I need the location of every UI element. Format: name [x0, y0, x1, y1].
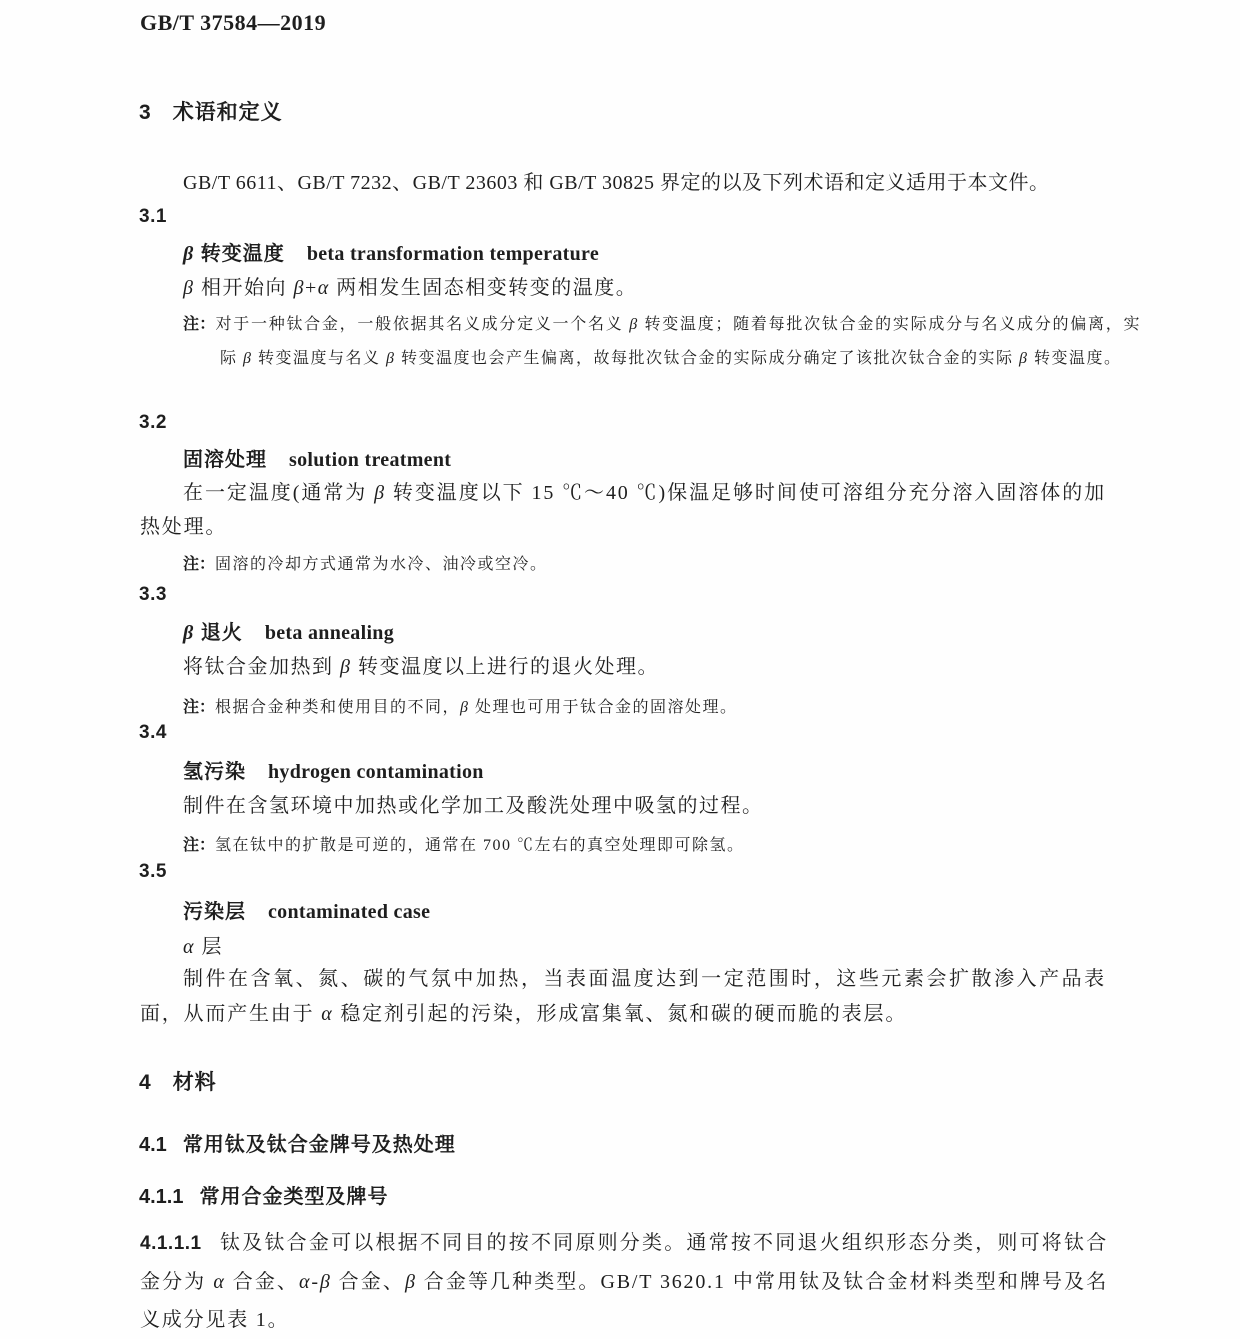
term-3-4-title-zh: 氢污染 — [183, 761, 246, 783]
term-3-5-title — [183, 895, 430, 924]
clause-4-heading — [139, 1066, 217, 1096]
clause-4-title: 材料 — [172, 1071, 217, 1094]
term-3-2-definition: 在一定温度(通常为 β 转变温度以下 15 ℃～40 ℃)保温足够时间使可溶组分充分溶入固溶体的加热处理。 — [140, 482, 1106, 538]
term-3-1-note-text: 对于一种钛合金，一般依据其名义成分定义一个名义 β 转变温度；随着每批次钛合金的实际成分与名义成分的偏离，实际 β 转变温度与名义 β 转变温度也会产生偏离，故每批次钛合金的实际成分确定了该批次钛合金的实际 β 转变温度。 — [215, 316, 1141, 367]
term-3-3-title-zh: β 退火 — [183, 622, 243, 644]
clause-4-1-1-title: 常用合金类型及牌号 — [199, 1186, 389, 1208]
term-3-3-note — [183, 691, 1141, 725]
clause-3-heading — [139, 96, 283, 126]
clause-4-1-1-number: 4.1.1 — [139, 1186, 184, 1208]
clause-4-1-title: 常用钛及钛合金牌号及热处理 — [182, 1134, 456, 1156]
term-3-5-title-en: contaminated case — [268, 901, 431, 923]
note-label: 注： — [183, 556, 216, 573]
term-3-3-number: 3.3 — [139, 584, 167, 605]
term-3-4-note — [183, 829, 1141, 863]
note-label: 注： — [183, 316, 216, 333]
term-3-1-number: 3.1 — [139, 206, 167, 227]
term-3-4-note-text: 氢在钛中的扩散是可逆的，通常在 700 ℃左右的真空处理即可除氢。 — [215, 837, 745, 854]
term-3-2-note-text: 固溶的冷却方式通常为水冷、油冷或空冷。 — [215, 556, 548, 573]
clause-3-number: 3 — [139, 101, 151, 124]
term-3-5-title-zh: 污染层 — [183, 901, 246, 923]
note-label: 注： — [183, 837, 216, 854]
clause-4-1-number: 4.1 — [139, 1134, 167, 1156]
term-3-1-note — [183, 308, 1141, 376]
clause-4-1-1-heading — [139, 1180, 388, 1209]
clause-3-intro: GB/T 6611、GB/T 7232、GB/T 23603 和 GB/T 30825 界定的以及下列术语和定义适用于本文件。 — [183, 172, 1050, 194]
term-3-4-title-en: hydrogen contamination — [268, 761, 484, 783]
term-3-3-note-text: 根据合金种类和使用目的不同，β 处理也可用于钛合金的固溶处理。 — [215, 699, 738, 716]
term-3-1-title-en: beta transformation temperature — [306, 243, 600, 265]
term-3-1-title-zh: β 转变温度 — [183, 243, 285, 265]
term-3-4-definition: 制件在含氢环境中加热或化学加工及酸洗处理中吸氢的过程。 — [183, 795, 764, 817]
note-label: 注： — [183, 699, 216, 716]
clause-4-1-heading — [139, 1128, 456, 1157]
clause-3-title: 术语和定义 — [172, 101, 283, 124]
term-3-1-definition: β 相开始向 β+α 两相发生固态相变转变的温度。 — [183, 277, 638, 299]
term-3-1-title — [183, 237, 599, 266]
clause-4-1-1-1-text: 钛及钛合金可以根据不同目的按不同原则分类。通常按不同退火组织形态分类，则可将钛合金分为 α 合金、α-β 合金、β 合金等几种类型。GB/T 3620.1 中常用钛及钛合金材料类型和牌号及名义成分见表 1。 — [140, 1232, 1109, 1331]
clause-4-number: 4 — [139, 1071, 151, 1094]
term-3-2-title — [183, 443, 451, 472]
standard-number: GB/T 37584—2019 — [140, 10, 327, 35]
clause-4-1-1-1-number: 4.1.1.1 — [140, 1233, 202, 1254]
term-3-4-number: 3.4 — [139, 722, 167, 743]
term-3-2-note — [183, 548, 1141, 582]
term-3-5-definition: 制件在含氧、氮、碳的气氛中加热，当表面温度达到一定范围时，这些元素会扩散渗入产品表面，从而产生由于 α 稳定剂引起的污染，形成富集氧、氮和碳的硬而脆的表层。 — [140, 968, 1106, 1025]
term-3-3-title — [183, 616, 394, 645]
term-3-2-title-zh: 固溶处理 — [183, 449, 267, 471]
term-3-4-title — [183, 755, 484, 784]
term-3-3-definition: 将钛合金加热到 β 转变温度以上进行的退火处理。 — [183, 656, 659, 678]
term-3-2-title-en: solution treatment — [289, 449, 452, 471]
clause-4-1-1-1-paragraph — [140, 1224, 1108, 1339]
term-3-5-synonym: α 层 — [183, 936, 223, 958]
term-3-2-number: 3.2 — [139, 412, 167, 433]
term-3-5-number: 3.5 — [139, 861, 167, 882]
term-3-3-title-en: beta annealing — [264, 622, 395, 644]
